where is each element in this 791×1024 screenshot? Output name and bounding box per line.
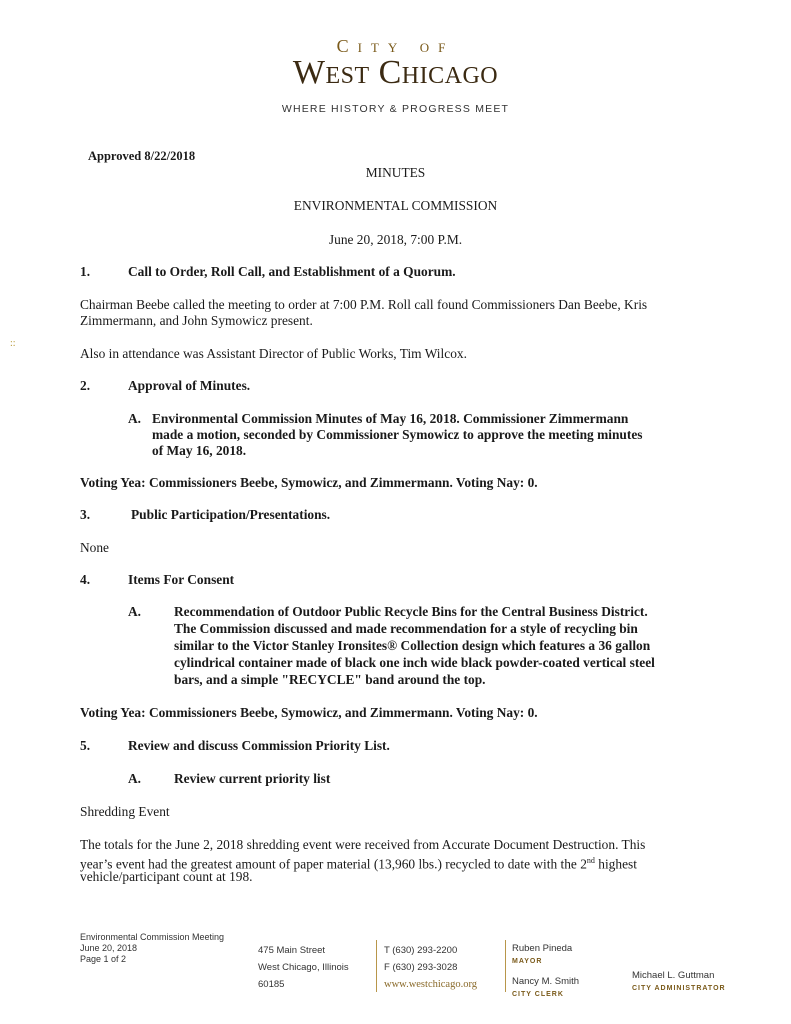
section-number: 1. <box>80 264 91 279</box>
item-label: A. <box>128 771 142 786</box>
section-number: 2. <box>80 378 91 393</box>
footer-page-number: Page 1 of 2 <box>80 954 127 964</box>
paragraph: Also in attendance was Assistant Director of Public Works, Tim Wilcox. <box>80 346 467 361</box>
item-line: Recommendation of Outdoor Public Recycle Bins for the Central Business District. <box>174 604 648 619</box>
paragraph-line: The totals for the June 2, 2018 shredding event were received from Accurate Document Destruction. This <box>80 837 646 852</box>
section-number: 3. <box>80 507 91 522</box>
item-heading: Review current priority list <box>174 771 331 786</box>
doc-subtitle: ENVIRONMENTAL COMMISSION <box>293 198 498 213</box>
margin-mark: :: <box>10 338 16 349</box>
section-heading: Call to Order, Roll Call, and Establishment of a Quorum. <box>128 264 456 279</box>
paragraph-line: vehicle/participant count at 198. <box>80 869 253 884</box>
vote-result: Voting Yea: Commissioners Beebe, Symowicz, and Zimmermann. Voting Nay: 0. <box>80 475 538 490</box>
address-zip: 60185 <box>258 979 285 990</box>
address-city: West Chicago, Illinois <box>258 962 349 973</box>
footer-officials <box>512 942 579 1001</box>
item-line: bars, and a simple "RECYCLE" band around the top. <box>174 672 486 687</box>
letterhead-city-of: City of <box>336 36 455 56</box>
footer-meeting-name: Environmental Commission Meeting <box>80 932 225 942</box>
item-label: A. <box>128 411 142 426</box>
approved-stamp: Approved 8/22/2018 <box>88 149 196 163</box>
ordinal-suffix: nd <box>586 856 595 865</box>
footer-divider <box>505 940 506 992</box>
address-street: 475 Main Street <box>258 945 326 956</box>
section-heading: Items For Consent <box>128 572 235 587</box>
section-number: 4. <box>80 572 91 587</box>
item-line: similar to the Victor Stanley Ironsites® Collection design which features a 36 gallon <box>174 638 651 653</box>
paragraph-text: year’s event had the greatest amount of paper material (13,960 lbs.) recycled to date with the 2 <box>80 856 587 872</box>
letterhead-city-name: West Chicago <box>292 54 499 91</box>
clerk-name: Nancy M. Smith <box>512 976 580 987</box>
section-number: 5. <box>80 738 91 753</box>
footer-address <box>258 942 349 993</box>
section-heading: Approval of Minutes. <box>128 378 251 393</box>
footer-contact <box>384 942 477 993</box>
item-line: Environmental Commission Minutes of May 16, 2018. Commissioner Zimmermann <box>152 411 629 426</box>
mayor-name: Ruben Pineda <box>512 943 573 954</box>
administrator-name: Michael L. Guttman <box>632 970 715 981</box>
item-label: A. <box>128 604 142 619</box>
subheading: Shredding Event <box>80 804 170 819</box>
item-line: cylindrical container made of black one inch wide black powder-coated vertical steel <box>174 655 655 670</box>
footer-divider <box>376 940 377 992</box>
paragraph-line: Zimmermann, and John Symowicz present. <box>80 313 313 328</box>
paragraph-line: Chairman Beebe called the meeting to order at 7:00 P.M. Roll call found Commissioners Dan Beebe, Kris <box>80 297 648 312</box>
footer-meeting-date: June 20, 2018 <box>80 943 138 953</box>
footer-administrator <box>632 969 726 995</box>
item-line: of May 16, 2018. <box>152 443 247 458</box>
item-line: made a motion, seconded by Commissioner Symowicz to approve the meeting minutes <box>152 427 643 442</box>
footer-meeting-info <box>80 932 224 965</box>
footer-phone: T (630) 293-2200 <box>384 945 458 956</box>
vote-result: Voting Yea: Commissioners Beebe, Symowicz, and Zimmermann. Voting Nay: 0. <box>80 705 538 720</box>
mayor-title: MAYOR <box>512 958 543 965</box>
footer-website-link[interactable]: www.westchicago.org <box>384 979 478 990</box>
footer-fax: F (630) 293-3028 <box>384 962 458 973</box>
clerk-title: CITY CLERK <box>512 991 564 998</box>
item-line: The Commission discussed and made recommendation for a style of recycling bin <box>174 621 638 636</box>
administrator-title: CITY ADMINISTRATOR <box>632 985 726 992</box>
paragraph-text: highest <box>594 856 637 872</box>
paragraph: None <box>80 540 110 555</box>
section-heading: Review and discuss Commission Priority List. <box>128 738 390 753</box>
section-heading: Public Participation/Presentations. <box>131 507 331 522</box>
meeting-datetime: June 20, 2018, 7:00 P.M. <box>328 232 463 247</box>
doc-title: MINUTES <box>365 165 426 180</box>
letterhead-tagline: WHERE HISTORY & PROGRESS MEET <box>281 103 510 115</box>
